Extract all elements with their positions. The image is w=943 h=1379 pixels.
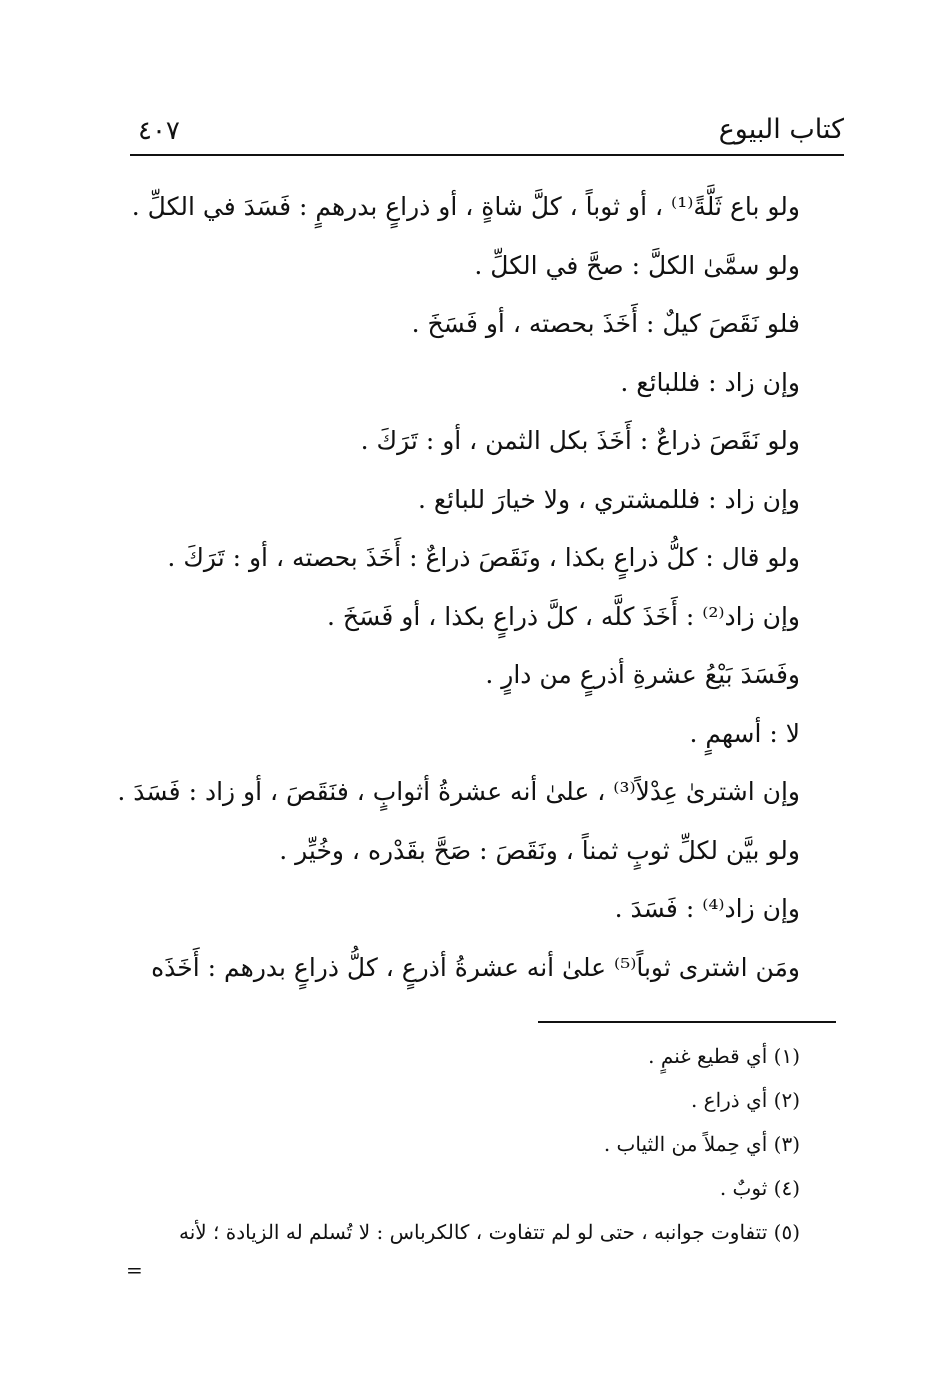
continuation-mark: = bbox=[126, 1258, 143, 1282]
text-line: وإن زاد⁽⁴⁾ : فَسَدَ . bbox=[614, 894, 800, 923]
text-line: وإن زاد⁽²⁾ : أَخَذَ كلَّه ، كلَّ ذراعٍ بكذا ، أو فَسَخَ . bbox=[327, 601, 800, 631]
footnote-2: (٢) أي ذراع . bbox=[690, 1088, 800, 1112]
text-line: ولو بيَّن لكلِّ ثوبٍ ثمناً ، ونَقَصَ : صَحَّ بقَدْره ، وخُيِّر . bbox=[279, 835, 800, 865]
text-line: لا : أسهمٍ . bbox=[689, 718, 800, 748]
text-line: وإن اشترىٰ عِدْلاً⁽³⁾ ، علىٰ أنه عشرةُ أثوابٍ ، فنَقَصَ ، أو زاد : فَسَدَ . bbox=[117, 777, 800, 806]
text-line: ولو باع ثَلَّةً⁽¹⁾ ، أو ثوباً ، كلَّ شاةٍ ، أو ذراعٍ بدرهمٍ : فَسَدَ في الكلِّ . bbox=[131, 192, 800, 221]
text-line: وفَسَدَ بَيْعُ عشرةِ أذرعٍ من دارٍ . bbox=[485, 660, 800, 689]
text-line: وإن زاد : فللمشتري ، ولا خيارَ للبائع . bbox=[417, 484, 800, 514]
text-line: ومَن اشترى ثوباً⁽⁵⁾ علىٰ أنه عشرةُ أذرعٍ ، كلُّ ذراعٍ بدرهم : أَخَذَه bbox=[151, 952, 800, 982]
footnote-3: (٣) أي حِملاً من الثياب . bbox=[603, 1132, 800, 1156]
page-number: ٤٠٧ bbox=[138, 116, 180, 146]
text-line: وإن زاد : فللبائع . bbox=[620, 367, 800, 397]
page-header bbox=[130, 108, 844, 154]
text-line: ولو سمَّىٰ الكلَّ : صحَّ في الكلِّ . bbox=[474, 250, 800, 280]
footnote-5: (٥) تتفاوت جوانبه ، حتى لو لم تتفاوت ، كالكرباس : لا تُسلم له الزيادة ؛ لأنه bbox=[178, 1220, 800, 1244]
text-line: ولو قال : كلُّ ذراعٍ بكذا ، ونَقَصَ ذراعٌ : أَخَذَ بحصته ، أو : تَرَكَ . bbox=[167, 543, 800, 572]
footnote-4: (٤) ثوبٌ . bbox=[719, 1176, 800, 1200]
running-title: كتاب البيوع bbox=[718, 114, 844, 145]
main-text bbox=[117, 178, 800, 997]
text-line: ولو نَقَصَ ذراعٌ : أَخَذَ بكل الثمن ، أو : تَرَكَ . bbox=[360, 426, 800, 455]
footnote-1: (١) أي قطيع غنمٍ . bbox=[648, 1044, 800, 1068]
text-line: فلو نَقَصَ كيلٌ : أَخَذَ بحصته ، أو فَسَخَ . bbox=[411, 309, 800, 338]
footnotes bbox=[120, 1034, 800, 1254]
footnote-separator bbox=[538, 1021, 836, 1023]
header-rule bbox=[130, 154, 844, 156]
